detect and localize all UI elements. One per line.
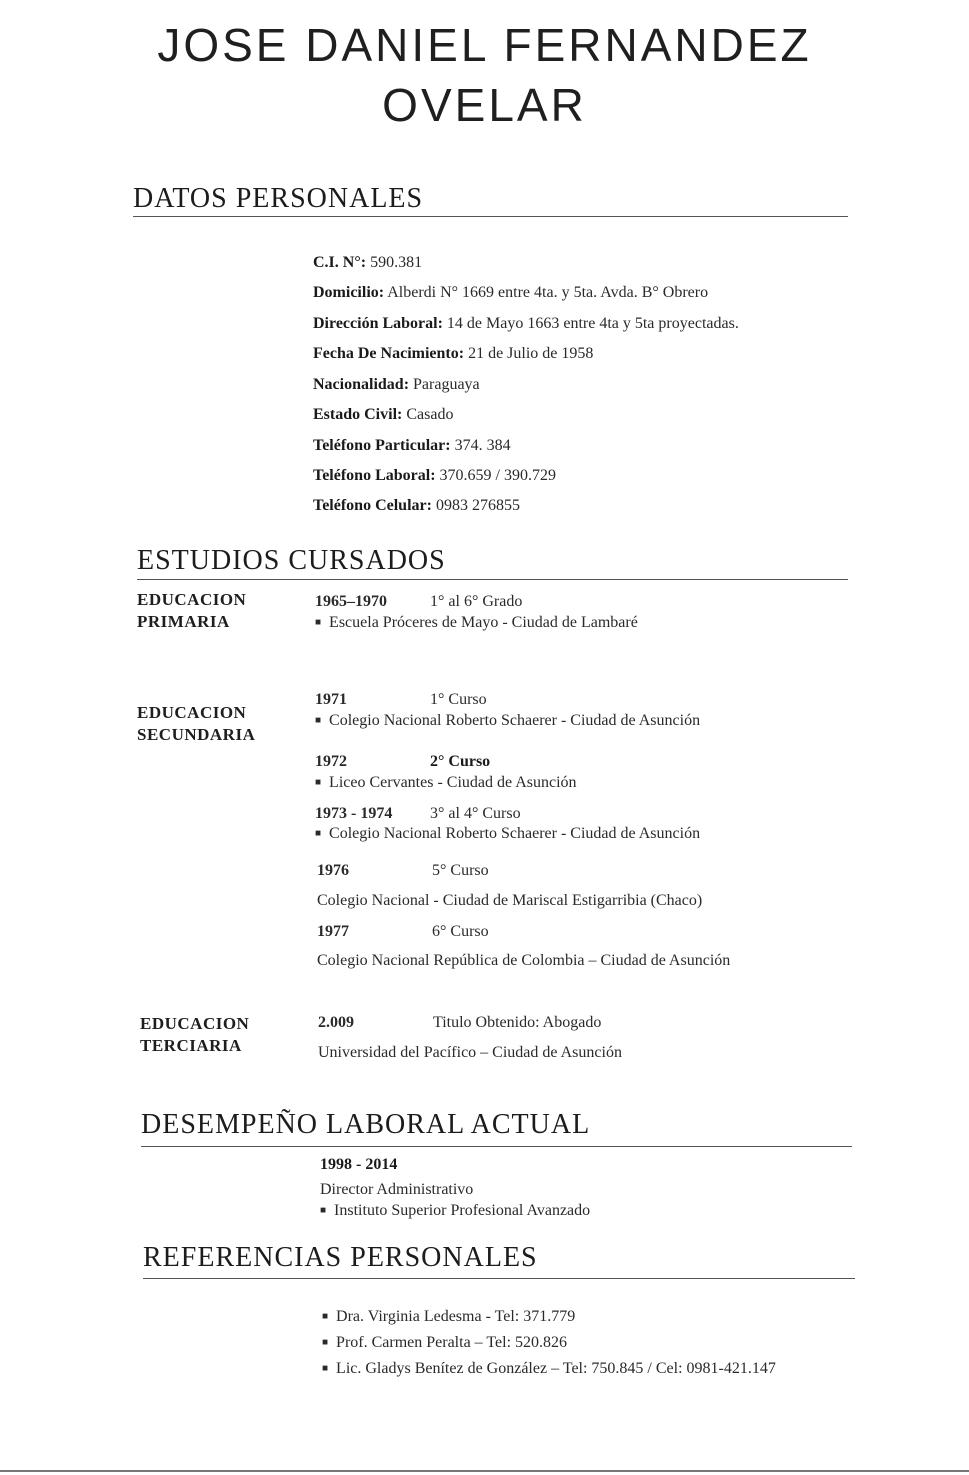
fecha-label: Fecha De Nacimiento: xyxy=(313,345,465,362)
section-title-references: REFERENCIAS PERSONALES xyxy=(143,1242,538,1273)
s1-school-row xyxy=(315,712,700,730)
s3-school: Colegio Nacional Roberto Schaerer - Ciudad de Asunción xyxy=(329,825,701,842)
direccion-row xyxy=(313,315,739,333)
reference-3: Lic. Gladys Benítez de González – Tel: 750.845 / Cel: 0981-421.147 xyxy=(336,1360,776,1377)
estado-label: Estado Civil: xyxy=(313,406,403,423)
ci-row xyxy=(313,254,422,272)
primaria-school-row xyxy=(315,614,638,632)
bullet-icon: ■ xyxy=(315,777,322,788)
direccion-value: 14 de Mayo 1663 entre 4ta y 5ta proyectadas. xyxy=(442,315,739,332)
reference-item xyxy=(322,1308,575,1326)
s4-school-row xyxy=(317,892,702,910)
s3-year: 1973 - 1974 xyxy=(315,805,393,822)
domicilio-row xyxy=(313,284,708,302)
tel-laboral-label: Teléfono Laboral: xyxy=(313,467,436,484)
bullet-icon: ■ xyxy=(315,715,322,726)
s1-school: Colegio Nacional Roberto Schaerer - Ciudad de Asunción xyxy=(329,712,701,729)
section-title-personal: DATOS PERSONALES xyxy=(133,183,424,214)
work-years: 1998 - 2014 xyxy=(320,1156,398,1173)
s2-grade: 2° Curso xyxy=(430,753,491,770)
section-title-work: DESEMPEÑO LABORAL ACTUAL xyxy=(141,1109,591,1140)
primaria-years: 1965–1970 xyxy=(315,593,387,610)
s5-grade: 6° Curso xyxy=(432,923,489,940)
tel-celular-label: Teléfono Celular: xyxy=(313,497,432,514)
page-bottom-edge xyxy=(0,1470,969,1472)
tel-particular-value: 374. 384 xyxy=(450,437,511,454)
s5-row xyxy=(317,923,489,941)
reference-1: Dra. Virginia Ledesma - Tel: 371.779 xyxy=(336,1308,576,1325)
label-secundaria: EDUCACION SECUNDARIA xyxy=(137,703,256,744)
s4-school: Colegio Nacional - Ciudad de Mariscal Estigarribia (Chaco) xyxy=(317,892,703,909)
tel-celular-value: 0983 276855 xyxy=(431,497,520,514)
s5-year: 1977 xyxy=(317,923,349,940)
label-primaria: EDUCACION PRIMARIA xyxy=(137,590,247,631)
tel-particular-label: Teléfono Particular: xyxy=(313,437,451,454)
s2-row xyxy=(315,753,490,771)
work-years-row xyxy=(320,1156,397,1174)
bullet-icon: ■ xyxy=(320,1205,327,1216)
primaria-years-row xyxy=(315,593,522,611)
terciaria-row xyxy=(318,1014,601,1032)
s2-year: 1972 xyxy=(315,753,347,770)
reference-item xyxy=(322,1334,567,1352)
s3-row xyxy=(315,805,521,823)
s4-year: 1976 xyxy=(317,862,349,879)
section-title-studies: ESTUDIOS CURSADOS xyxy=(137,545,446,576)
domicilio-value: Alberdi N° 1669 entre 4ta. y 5ta. Avda. B° Obrero xyxy=(384,284,709,301)
tel-particular-row xyxy=(313,437,511,455)
section-rule xyxy=(133,216,848,217)
ci-value: 590.381 xyxy=(366,254,423,271)
section-rule xyxy=(141,1146,852,1147)
bullet-icon: ■ xyxy=(315,828,322,839)
s4-row xyxy=(317,862,489,880)
fecha-row xyxy=(313,345,593,363)
reference-2: Prof. Carmen Peralta – Tel: 520.826 xyxy=(336,1334,568,1351)
section-rule xyxy=(143,1278,855,1279)
primaria-school: Escuela Próceres de Mayo - Ciudad de Lambaré xyxy=(329,614,638,631)
s1-row xyxy=(315,691,487,709)
bullet-icon: ■ xyxy=(322,1337,329,1348)
name-line-2: OVELAR xyxy=(382,79,587,131)
bullet-icon: ■ xyxy=(322,1311,329,1322)
fecha-value: 21 de Julio de 1958 xyxy=(464,345,594,362)
estado-row xyxy=(313,406,453,424)
estado-value: Casado xyxy=(402,406,454,423)
s5-school-row xyxy=(317,952,730,970)
tel-laboral-value: 370.659 / 390.729 xyxy=(435,467,556,484)
s3-school-row xyxy=(315,825,700,843)
s2-school-row xyxy=(315,774,577,792)
terciaria-year: 2.009 xyxy=(318,1014,354,1031)
reference-item xyxy=(322,1360,776,1378)
name-line-1: JOSE DANIEL FERNANDEZ xyxy=(157,19,812,71)
s2-school: Liceo Cervantes - Ciudad de Asunción xyxy=(329,774,577,791)
s1-grade: 1° Curso xyxy=(430,691,487,708)
terciaria-title: Titulo Obtenido: Abogado xyxy=(433,1014,602,1031)
tel-laboral-row xyxy=(313,467,556,485)
nacionalidad-label: Nacionalidad: xyxy=(313,376,410,393)
label-terciaria: EDUCACION TERCIARIA xyxy=(140,1014,250,1055)
section-rule xyxy=(137,579,848,580)
s1-year: 1971 xyxy=(315,691,347,708)
s4-grade: 5° Curso xyxy=(432,862,489,879)
s3-grade: 3° al 4° Curso xyxy=(430,805,521,822)
bullet-icon: ■ xyxy=(322,1363,329,1374)
s5-school: Colegio Nacional República de Colombia – Ciudad de Asunción xyxy=(317,952,731,969)
terciaria-school: Universidad del Pacífico – Ciudad de Asunción xyxy=(318,1044,622,1061)
work-institution: Instituto Superior Profesional Avanzado xyxy=(334,1202,591,1219)
nacionalidad-row xyxy=(313,376,480,394)
work-role: Director Administrativo xyxy=(320,1181,474,1198)
direccion-label: Dirección Laboral: xyxy=(313,315,443,332)
domicilio-label: Domicilio: xyxy=(313,284,385,301)
work-institution-row xyxy=(320,1202,590,1220)
tel-celular-row xyxy=(313,497,520,515)
terciaria-school-row xyxy=(318,1044,622,1062)
nacionalidad-value: Paraguaya xyxy=(409,376,480,393)
bullet-icon: ■ xyxy=(315,617,322,628)
primaria-grade: 1° al 6° Grado xyxy=(430,593,523,610)
work-role-row xyxy=(320,1181,473,1199)
ci-label: C.I. N°: xyxy=(313,254,367,271)
